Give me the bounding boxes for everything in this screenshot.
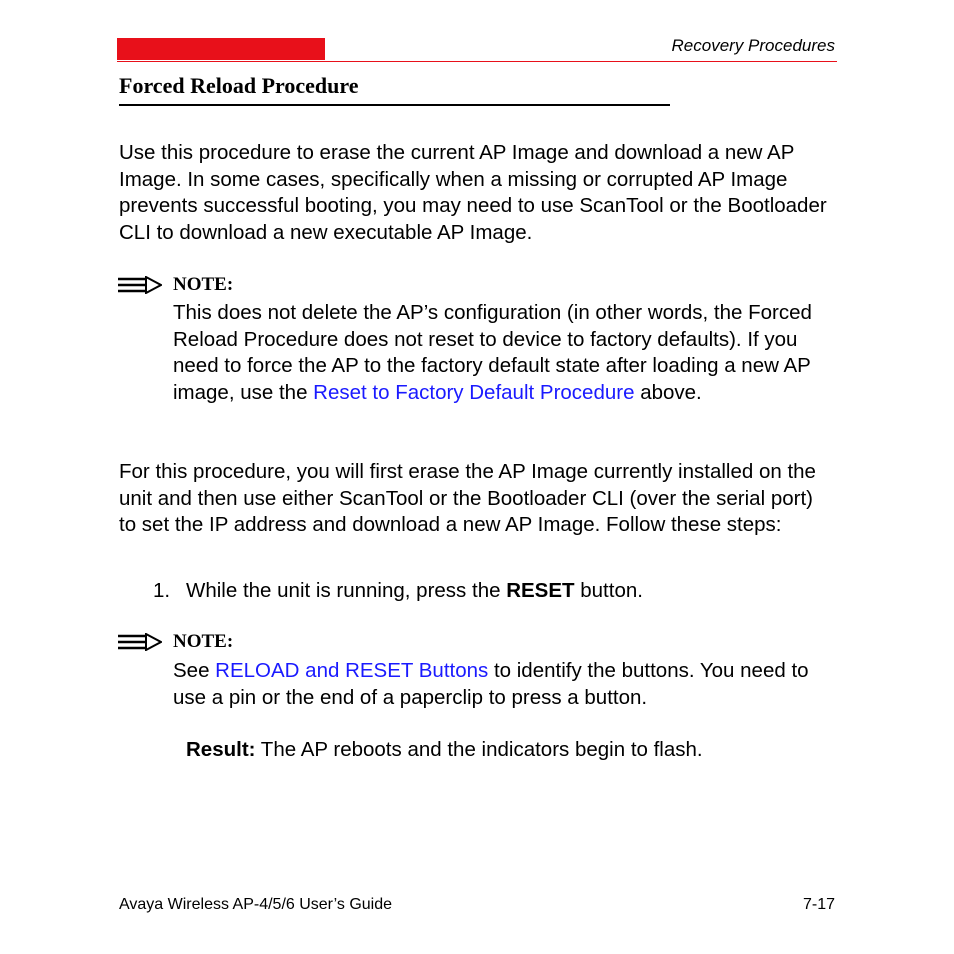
- step-text-part: button.: [574, 579, 643, 602]
- step-number: 1.: [153, 579, 171, 602]
- result-label: Result:: [186, 738, 256, 761]
- footer-book-title: Avaya Wireless AP-4/5/6 User’s Guide: [119, 896, 393, 913]
- procedure-paragraph: For this procedure, you will first erase the AP Image currently installed on the unit and then use either ScanTool or the Bootloader CLI (over the serial port) to set the IP address and download a new AP Image. Follow these steps:: [119, 460, 816, 536]
- section-title: Forced Reload Procedure: [119, 73, 359, 98]
- note-text-part: See: [173, 659, 216, 682]
- running-head: Recovery Procedures: [671, 36, 835, 55]
- note-text-part: above.: [634, 380, 702, 404]
- note-text: [173, 658, 835, 711]
- note-text-part: to identify the buttons. You need to use a pin or the end of a paperclip to press a button.: [173, 659, 809, 709]
- note-text: [173, 300, 835, 406]
- title-underline: [119, 104, 670, 106]
- note-text-part: This does not delete the AP’s configuration (in other words, the Forced Reload Procedure does not reset to device to factory defaults). If you need to force the AP to the factory default state after loading a new AP image, use the: [173, 301, 812, 404]
- reset-bold: RESET: [506, 579, 575, 602]
- step-text: [186, 578, 836, 605]
- note-label: NOTE:: [173, 631, 234, 652]
- header-rule: [117, 61, 837, 62]
- header-red-bar: [117, 38, 325, 60]
- result-text: The AP reboots and the indicators begin to flash.: [255, 738, 703, 761]
- note-label: NOTE:: [173, 274, 234, 295]
- note-pen-icon: [118, 276, 162, 294]
- note-pen-icon: [118, 633, 162, 651]
- footer-page-number: 7-17: [802, 896, 835, 913]
- result-line: [186, 737, 836, 764]
- step-text-part: While the unit is running, press the: [186, 579, 507, 602]
- reload-and-reset-buttons-link[interactable]: RELOAD and RESET Buttons: [215, 659, 489, 682]
- reset-to-factory-default-link[interactable]: Reset to Factory Default Procedure: [313, 380, 635, 404]
- intro-paragraph: Use this procedure to erase the current AP Image and download a new AP Image. In some cases, specifically when a missing or corrupted AP Image prevents successful booting, you may need to use ScanTool or the Bootloader CLI to download a new executable AP Image.: [119, 141, 827, 244]
